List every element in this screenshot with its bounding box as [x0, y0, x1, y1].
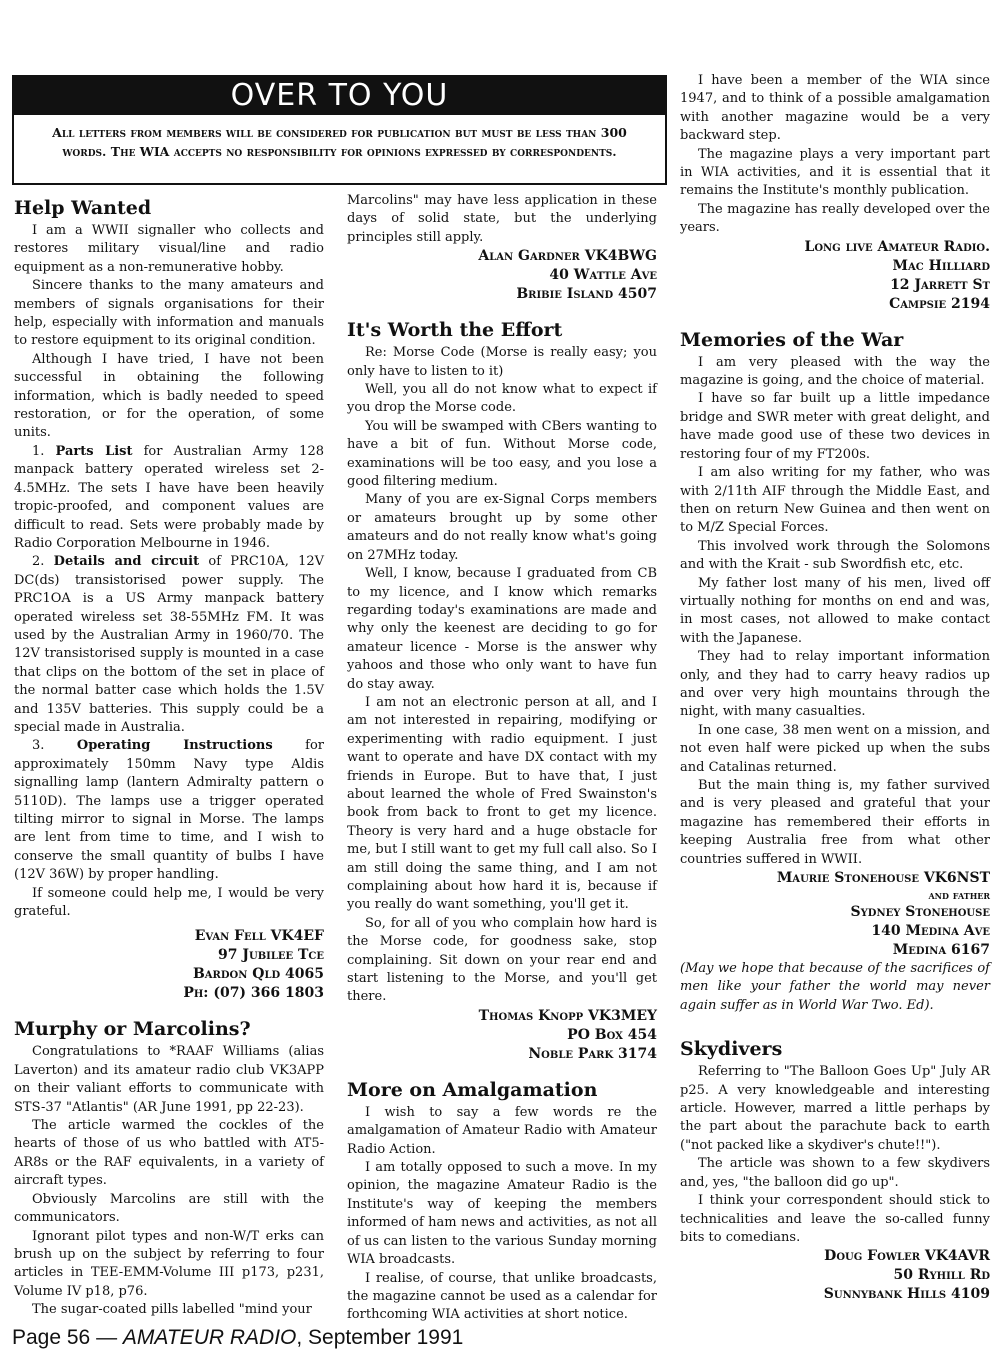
paragraph: Well, you all do not know what to expect if you drop the Morse code.: [347, 382, 657, 416]
signature-note: and father: [928, 889, 990, 903]
letter-heading-memories: Memories of the War: [680, 328, 904, 351]
paragraph: Many of you are ex-Signal Corps members or amateurs brought up by some other amateurs and do not really know what's going on 27MHz today.: [347, 492, 657, 563]
list-item: 3. Operating Instructions for approximately 150mm Navy type Aldis signalling lamp (lantern Admiralty pattern o 5110D). The lamps use a trigger operated tilting mirror to signal in Morse. The lamps are lent from time to time, and I wish to conserve the small quantity of bulbs I have (12V 36W) by proper handling.: [14, 738, 324, 883]
paragraph: I am totally opposed to such a move. In my opinion, the magazine Amateur Radio is the Institute's way of keeping the members informed of ham news and activities, as not all of us can listen to the various Sunday morning WIA broadcasts.: [347, 1160, 657, 1268]
signature: Maurie Stonehouse VK6NST: [776, 870, 990, 887]
paragraph: I am a WWII signaller who collects and restores military visual/line and radio equipment as a non-remunerative hobby.: [14, 223, 324, 275]
column-3: [680, 72, 990, 1304]
paragraph: I am not an electronic person at all, and I am not interested in repairing, modifying or experimenting with radio equipment. I just want to operate and have DX contact with my friends in Europe. But to have that, I just about learned the whole of Fred Swainston's book from back to front to get my licence. Theory is very hard and a huge obstacle for me, but I still want to get my full call also. So I am still doing the same thing, and I am not complaining about how hard it is, because if you really do want something, you'll get it.: [347, 694, 657, 913]
paragraph: But the main thing is, my father survived and is very pleased and grateful that your magazine has remembered their efforts in keeping Australia free from what other countries suffered in WWII.: [680, 778, 990, 867]
paragraph: The article was shown to a few skydivers and, yes, "the balloon did go up".: [680, 1156, 990, 1190]
issue-date: , September 1991: [296, 1326, 464, 1349]
paragraph: The sugar-coated pills labelled "mind your: [32, 1302, 312, 1318]
letter-heading-worth-the-effort: It's Worth the Effort: [347, 319, 563, 342]
letter-heading-help-wanted: Help Wanted: [14, 197, 152, 219]
paragraph: Re: Morse Code (Morse is really easy; you only have to listen to it): [347, 345, 657, 379]
paragraph: I realise, of course, that unlike broadcasts, the magazine cannot be used as a calendar for forthcoming WIA activities at short notice.: [347, 1270, 657, 1323]
paragraph: Although I have tried, I have not been successful in obtaining the following information, which is badly needed to speed restoration, or for the operation, of some units.: [14, 351, 324, 441]
signature: Doug Fowler VK4AVR 50 Ryhill Rd Sunnybank Hills 4109: [823, 1248, 990, 1303]
paragraph: I am very pleased with the way the magazine is going, and the choice of material.: [680, 354, 990, 389]
paragraph: I have so far built up a little impedance bridge and SWR meter with great delight, and have made good use of these two devices in restoring four of my FT200s.: [680, 391, 990, 462]
signature: Sydney Stonehouse 140 Medina Ave Medina 6167: [850, 904, 990, 959]
paragraph: The magazine has really developed over the years.: [680, 201, 990, 236]
paragraph: Sincere thanks to the many amateurs and members of signals organisations for their help, especially with information and manuals to restore equipment to its original condition.: [14, 278, 324, 349]
paragraph: I think your correspondent should stick to technicalities and leave the so-called funny bits to comedians.: [680, 1193, 990, 1245]
page-number: Page 56 —: [12, 1326, 123, 1349]
paragraph: Obviously Marcolins are still with the communicators.: [14, 1191, 324, 1226]
paragraph: I have been a member of the WIA since 1947, and to think of a possible amalgamation with another magazine would be a very backward step.: [680, 73, 990, 144]
signature: Alan Gardner VK4BWG 40 Wattle Ave Bribie Island 4507: [478, 248, 657, 303]
signature: Long live Amateur Radio. Mac Hilliard 12 Jarrett St Campsie 2194: [804, 238, 990, 312]
section-title: OVER TO YOU: [14, 77, 665, 115]
magazine-title: AMATEUR RADIO: [122, 1326, 297, 1349]
editor-note: (May we hope that because of the sacrifices of men like your father the world may never again suffer as in World War Two. Ed).: [680, 961, 990, 1013]
signature: Thomas Knopp VK3MEY PO Box 454 Noble Park 3174: [478, 1007, 657, 1062]
paragraph: I wish to say a few words re the amalgamation of Amateur Radio with Amateur Radio Action.: [347, 1104, 657, 1157]
paragraph: If someone could help me, I would be very grateful.: [14, 885, 324, 920]
paragraph: In one case, 38 men went on a mission, and not even half were picked up when the subs and Catalinas returned.: [680, 722, 990, 775]
paragraph: The article warmed the cockles of the hearts of those of us who battled with AT5-AR8s or the RAF equivalents, in a variety of aircraft types.: [14, 1118, 324, 1189]
paragraph: They had to relay important information only, and they had to carry heavy radios up and over very high mountains through the night, with many casualties.: [680, 649, 990, 720]
signature: Evan Fell VK4EF 97 Jubilee Tce Bardon Qld 4065 Ph: (07) 366 1803: [183, 928, 324, 1002]
paragraph: Congratulations to *RAAF Williams (alias Laverton) and its amateur radio club VK3APP on their valiant efforts to communicate with STS-37 "Atlantis" (AR June 1991, pp 22-23).: [14, 1044, 324, 1115]
paragraph: Referring to "The Balloon Goes Up" July AR p25. A very knowledgeable and interesting article. However, marred a little perhaps by the part about the parachute back to earth ("not packed like a skydiver's chute!!").: [680, 1064, 990, 1153]
editorial-note: All letters from members will be considered for publication but must be less than 300 words. The WIA accepts no responsibility for opinions expressed by correspondents.: [52, 125, 627, 159]
paragraph: Well, I know, because I graduated from CB to my licence, and I know which remarks regarding today's examinations are made and why only the keenest are deciding to go for amateur licence - Morse is the answer why yahoos and those who only want to have fun do stay away.: [347, 566, 657, 692]
list-item: 1. Parts List for Australian Army 128 manpack battery operated wireless set 2-4.5MHz. The sets I have have been heavily tropic-proofed, and component values are difficult to read. Sets were probably made by Radio Corporation Melbourne in 1946.: [14, 443, 324, 551]
paragraph: Marcolins" may have less application in these days of solid state, but the underlying principles still apply.: [347, 193, 657, 245]
paragraph: The magazine plays a very important part in WIA activities, and it is essential that it remains the Institute's monthly publication.: [680, 146, 990, 199]
letter-heading-amalgamation: More on Amalgamation: [347, 1078, 598, 1101]
column-2: [347, 192, 657, 1325]
letter-heading-skydivers: Skydivers: [680, 1038, 783, 1061]
paragraph: So, for all of you who complain how hard is the Morse code, for goodness sake, stop complaining. Sit down on your rear end and start listening to the Morse, and you'll get there.: [347, 915, 657, 1005]
paragraph: My father lost many of his men, lived off virtually nothing for months on end and was, in most cases, not allowed to make contact with the Japanese.: [680, 575, 990, 646]
page-footer: [12, 1326, 463, 1350]
paragraph: You will be swamped with CBers wanting to have a bit of fun. Without Morse code, examinations will be too easy, and you lose a good filtering medium.: [347, 418, 657, 490]
column-1: [14, 190, 324, 1320]
paragraph: Ignorant pilot types and non-W/T erks can brush up on the subject by referring to four articles in TEE-EMM-Volume III p173, p231, Volume IV p18, p76.: [14, 1228, 324, 1299]
letter-heading-murphy: Murphy or Marcolins?: [14, 1018, 251, 1041]
paragraph: I am also writing for my father, who was with 2/11th AIF through the Middle East, and then on return New Guinea and then went on to M/Z Special Forces.: [680, 465, 990, 536]
column-banner: [12, 75, 667, 185]
paragraph: This involved work through the Solomons and with the Krait - sub Swordfish etc, etc.: [680, 538, 990, 573]
list-item: 2. Details and circuit of PRC10A, 12V DC(ds) transistorised power supply. The PRC1OA is a US Army manpack battery operated wireless set 38-55MHz FM. It was used by the Australian Army in 1960/70. The 12V transistorised supply is mounted in a case that clips on the bottom of the set in place of the normal batter case which holds the 1.5V and 135V batteries. This supply could be a special made in Australia.: [14, 554, 325, 735]
